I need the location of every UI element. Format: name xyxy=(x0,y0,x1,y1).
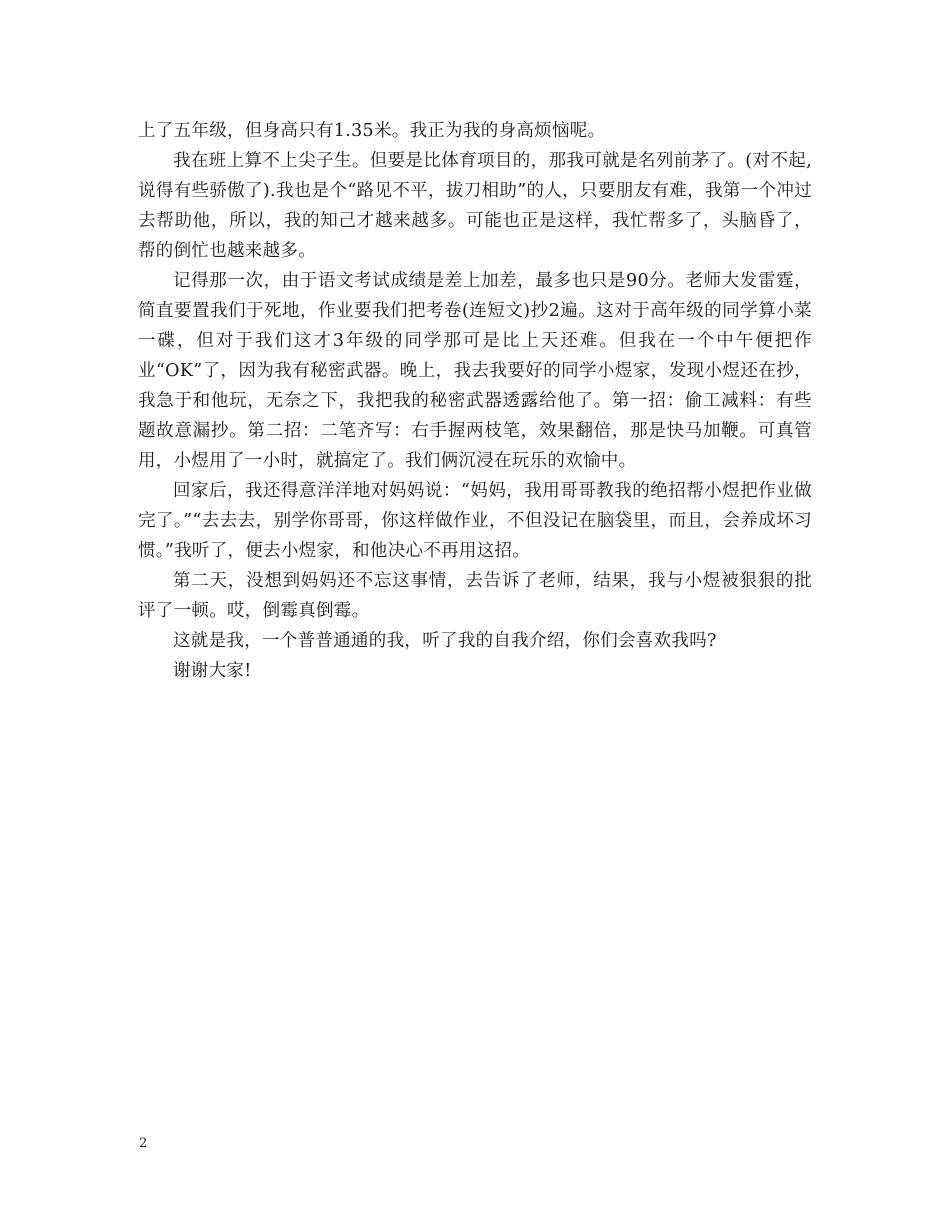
paragraph-2: 我在班上算不上尖子生。但要是比体育项目的，那我可就是名列前茅了。(对不起,说得有些骄傲了).我也是个“路见不平，拔刀相助”的人，只要朋友有难，我第一个冲过去帮助他，所以，我的知己才越来越多。可能也正是这样，我忙帮多了，头脑昏了，帮的倒忙也越来越多。 xyxy=(138,151,812,261)
paragraph-4: 回家后，我还得意洋洋地对妈妈说：“妈妈，我用哥哥教我的绝招帮小煜把作业做完了。”“去去去，别学你哥哥，你这样做作业，不但没记在脑袋里，而且，会养成坏习惯。”我听了，便去小煜家，和他决心不再用这招。 xyxy=(138,481,812,561)
paragraph-1: 上了五年级，但身高只有1.35米。我正为我的身高烦恼呢。 xyxy=(138,121,606,141)
paragraph-3: 记得那一次，由于语文考试成绩是差上加差，最多也只是90分。老师大发雷霆，简直要置我们于死地，作业要我们把考卷(连短文)抄2遍。这对于高年级的同学算小菜一碟，但对于我们这才3年级的同学那可是比上天还难。但我在一个中午便把作业“OK”了，因为我有秘密武器。晚上，我去我要好的同学小煜家，发现小煜还在抄，我急于和他玩，无奈之下，我把我的秘密武器透露给他了。第一招：偷工减料：有些题故意漏抄。第二招：二笔齐写：右手握两枝笔，效果翻倍，那是快马加鞭。可真管用，小煜用了一小时，就搞定了。我们俩沉浸在玩乐的欢愉中。 xyxy=(138,271,812,471)
page-number: 2 xyxy=(139,1136,148,1151)
document-body xyxy=(138,116,812,686)
paragraph-7: 谢谢大家! xyxy=(173,661,252,681)
paragraph-6: 这就是我，一个普普通通的我，听了我的自我介绍，你们会喜欢我吗? xyxy=(173,631,717,651)
paragraph-5: 第二天，没想到妈妈还不忘这事情，去告诉了老师，结果，我与小煜被狠狠的批评了一顿。哎，倒霉真倒霉。 xyxy=(138,571,812,621)
